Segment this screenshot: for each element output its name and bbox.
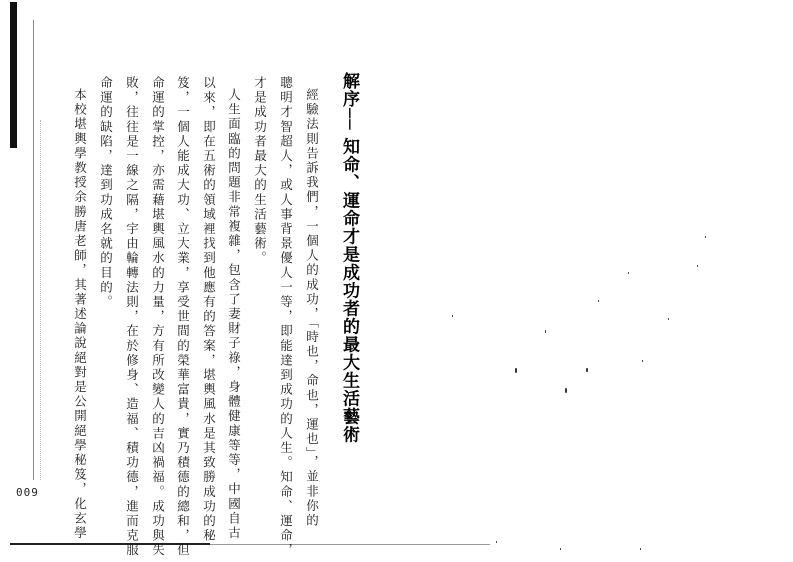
scan-edge-shadow (10, 2, 17, 148)
scan-speck (586, 368, 588, 372)
page-number: 009 (16, 486, 39, 499)
page-margin-line (33, 20, 34, 480)
paragraph-2-line-3: 笈，一個人能成大功、立大業，享受世間的榮華富貴，實乃積德的總和，但 (175, 76, 191, 558)
scan-speck (565, 388, 567, 393)
paragraph-1-line-1: 經驗法則告訴我們，一個人的成功，「時也，命也，運也」，並非你的 (304, 88, 320, 529)
paragraph-3-line-1: 本校堪輿學教授余勝唐老師，其著述論說絕對是公開絕學秘笈，化玄學 (72, 88, 88, 541)
paragraph-2-line-4: 命運的掌控，亦需藉堪輿風水的力量，方有所改變人的吉凶禍福。成功與失 (150, 76, 166, 558)
scan-speck (640, 548, 641, 550)
scan-speck (668, 318, 669, 320)
paragraph-1-line-2: 聰明才智超人，或人事背景優人一等，即能達到成功的人生。知命、運命， (278, 76, 294, 558)
scan-speck (598, 300, 599, 302)
preface-heading: 解序── 知命、運命才是成功者的最大生活藝術 (339, 72, 359, 444)
scan-speck (697, 265, 698, 267)
paragraph-2-line-5: 敗，往往是一線之隔，宇由輪轉法則，在於修身、造福、積功德，進而克服 (124, 76, 140, 558)
paragraph-2-line-1: 人生面臨的問題非常複雜，包含了妻財子祿，身體健康等等，中國自古 (226, 88, 242, 541)
paragraph-2-line-6: 命運的缺陷，達到功成名就的目的。 (98, 76, 114, 310)
scan-bottom-edge-faint (210, 544, 490, 545)
scan-speck (496, 541, 497, 543)
scan-speck (452, 315, 453, 317)
scan-speck (515, 368, 517, 373)
scan-speck (642, 360, 643, 362)
scan-speck (628, 272, 629, 274)
scan-speck (560, 548, 561, 550)
paragraph-1-line-3: 才是成功者最大的生活藝術。 (252, 76, 268, 266)
scan-speck (545, 330, 546, 333)
page-margin-dots (40, 120, 42, 480)
scan-speck (705, 236, 706, 238)
paragraph-2-line-2: 以來，即在五術的領域裡找到他應有的答案，堪輿風水是其致勝成功的秘 (201, 76, 217, 544)
